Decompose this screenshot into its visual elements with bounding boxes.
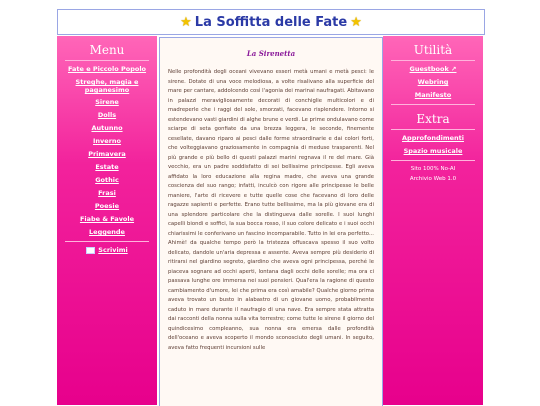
nav-link-poesie[interactable]: Poesie bbox=[94, 202, 120, 210]
write-me-label: Scrivimi bbox=[98, 246, 128, 254]
star-icon: ★ bbox=[350, 14, 362, 30]
envelope-icon bbox=[86, 247, 95, 254]
divider bbox=[391, 160, 475, 161]
nav-link-sirene[interactable]: Sirene bbox=[95, 98, 119, 106]
nav-link-frasi[interactable]: Frasi bbox=[98, 189, 116, 197]
guestbook-link[interactable]: Guestbook ↗ bbox=[409, 65, 457, 73]
nav-link-primavera[interactable]: Primavera bbox=[88, 150, 126, 158]
archive-note: Archivio Web 1.0 bbox=[409, 176, 457, 182]
no-ai-note: Sito 100% No-AI bbox=[410, 166, 456, 172]
main-content bbox=[159, 37, 383, 406]
nav-link-inverno[interactable]: Inverno bbox=[93, 137, 121, 145]
nav-link-fiabe[interactable]: Fiabe & Favole bbox=[79, 215, 135, 223]
nav-link-streghe[interactable]: Streghe, magia e paganesimo bbox=[75, 78, 139, 94]
approfondimenti-link[interactable]: Approfondimenti bbox=[402, 134, 464, 142]
right-sidebar bbox=[383, 36, 483, 405]
nav-link-dolls[interactable]: Dolls bbox=[97, 111, 117, 119]
manifesto-link[interactable]: Manifesto bbox=[414, 91, 452, 99]
nav-link-gothic[interactable]: Gothic bbox=[95, 176, 119, 184]
nav-link-fate[interactable]: Fate e Piccolo Popolo bbox=[67, 65, 147, 73]
divider bbox=[65, 60, 149, 61]
nav-link-estate[interactable]: Estate bbox=[95, 163, 119, 171]
webring-link[interactable]: Webring bbox=[417, 78, 449, 86]
site-title: La Soffitta delle Fate bbox=[194, 14, 348, 30]
divider bbox=[65, 241, 149, 242]
divider bbox=[391, 129, 475, 130]
utility-heading: Utilità bbox=[413, 43, 453, 57]
nav-link-autunno[interactable]: Autunno bbox=[91, 124, 123, 132]
star-icon: ★ bbox=[180, 14, 192, 30]
divider bbox=[391, 104, 475, 105]
story-text: Nelle profondità degli oceani vivevano esseri metà umani e metà pesci: le sirene. Dotate di una voce melodiosa, a volte risalivano alla superficie del mare per cantare, addolcendo così l'agonia dei marinai naufragati. Abitavano in palazzi meravigliosamente decorati di conchiglie multicolori e di madreperle che i raggi del sole, smorzati, facevano risplendere. Intorno si estendevano vasti giardini di alghe brune e verdi. Le prime ondulavano come sciarpe di seta gonfiate da una brezza leggera, le seconde, finemente cesellate, davano riparo ai pesci dalle forme straordinarie e dai colori forti, che volteggiavano graziosamente in compagnia di meduse trasparenti. Nel più grande e più bello di questi palazzi marini regnava il re del mare. Già vecchio, era un padre soddisfatto di sei bellissime principesse. Egli aveva affidato la loro educazione alla regina madre, che aveva una grande coscienza del suo rango; infatti, inculcò con rigore alle principesse le belle maniere, l'arte di ricevere e tutte quelle cose che facevano di loro delle ragazze sapienti e perfette. Erano tutte bellissime, ma la più giovane era di una splendore particolare che la distingueva dalle sorelle. I suoi lunghi capelli biondi e soffici, la sua bocca rosso, il suo colore delicato e i suoi occhi chiarissimi le conferivano un fascino incomparabile. Tutto in lei era perfetto... Ahimè! da qualche tempo però la tristezza offuscava spesso il suo volto delicato, dandole un'aria depressa e assente. Aveva sempre più desiderio di ritirarsi nel giardino segreto, giardino che aveva ogni principessa, perché le piaceva sognare ad occhi aperti, lontana dagli occhi delle sorelle; ma ora ci passava lunghe ore immersa nei suoi pensieri. Qual'era la ragione di questo cambiamento d'umore, lei che prima era così amabile? Qualche giorno prima aveva trovato un busto in alabastro di un giovane uomo, probabilmente caduto in mare durante il naufragio di una nave. Era sempre stata attratta dai racconti della nonna sulla vita terrestre; come tutte le sirene il giorno del quindicesimo compleanno, sua nonna era emersa dalle profondità dell'oceano e aveva scoperto il mondo sconosciuto degli umani. In seguito, aveva fatto frequenti incursioni sulle bbox=[168, 69, 374, 351]
nav-link-leggende[interactable]: Leggende bbox=[89, 228, 125, 236]
spazio-musicale-link[interactable]: Spazio musicale bbox=[403, 147, 463, 155]
divider bbox=[391, 60, 475, 61]
menu-heading: Menu bbox=[89, 43, 125, 57]
site-header bbox=[57, 9, 485, 35]
story-title: La Sirenetta bbox=[246, 49, 296, 58]
extra-heading: Extra bbox=[416, 112, 450, 126]
write-me-link[interactable] bbox=[63, 246, 151, 254]
left-sidebar bbox=[57, 36, 157, 405]
